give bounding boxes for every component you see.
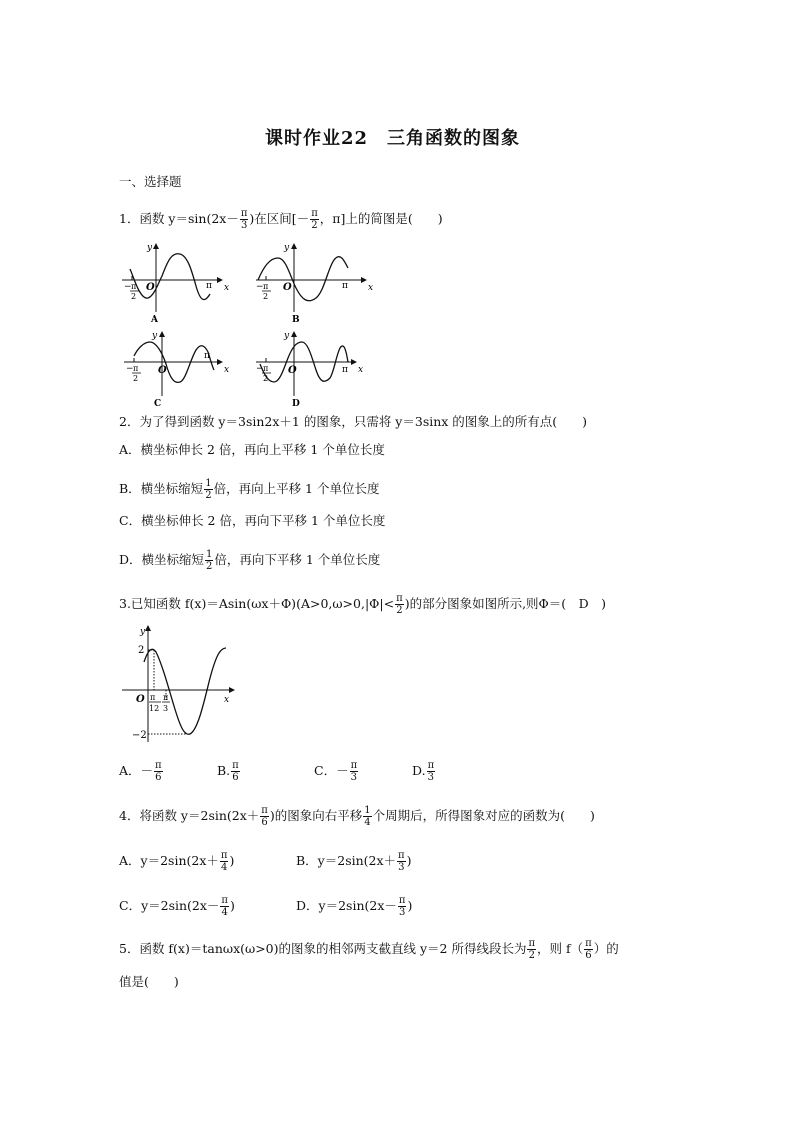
question-2-option-d: D．横坐标缩短 $\frac{1}{2}$ 倍，再向下平移 1 个单位长度	[119, 549, 381, 572]
fraction: $\frac{\pi}{3}$	[398, 850, 405, 873]
svg-text:−: −	[124, 282, 132, 292]
svg-text:−: −	[126, 364, 134, 374]
question-3-option-a: A．－ $\frac{\pi}{6}$	[119, 760, 162, 783]
fraction: $\frac{\pi}{3}$	[427, 760, 435, 783]
tick-label: π	[342, 365, 348, 375]
origin-label: O	[283, 282, 292, 293]
origin-label: O	[146, 282, 155, 293]
tick-label: π	[163, 693, 169, 702]
fraction: $\frac{\pi}{3}$	[350, 760, 358, 783]
axis-label: y	[140, 627, 146, 637]
tick-label: π	[263, 282, 269, 291]
question-4-option-c: C．y＝2sin(2x－ $\frac{\pi}{4}$ )	[119, 895, 235, 918]
tick-label: 2	[263, 292, 269, 301]
question-2-stem: 2．为了得到函数 y＝3sin2x＋1 的图象，只需将 y＝3sinx 的图象上的所有点( )	[119, 414, 588, 429]
graph-d	[256, 331, 363, 409]
fraction: $\frac{\pi}{3}$	[240, 208, 248, 231]
question-3-option-d: D. $\frac{\pi}{3}$	[412, 760, 435, 783]
tick-label: π	[206, 281, 212, 291]
tick-label: π	[133, 364, 139, 373]
fraction: $\frac{\pi}{3}$	[398, 895, 406, 918]
axis-label: x	[224, 283, 230, 293]
origin-label: O	[288, 365, 297, 376]
axis-label: y	[147, 243, 153, 253]
fraction: $\frac{\pi}{4}$	[220, 850, 228, 873]
section-heading: 一、选择题	[119, 174, 182, 189]
svg-text:−: −	[256, 364, 264, 374]
tick-label: π	[342, 281, 348, 291]
question-4-option-b: B．y＝2sin(2x＋ $\frac{\pi}{3}$ )	[296, 850, 412, 873]
question-2-option-a: A．横坐标伸长 2 倍，再向上平移 1 个单位长度	[119, 442, 385, 457]
tick-label: 2	[133, 374, 139, 383]
axis-label: y	[284, 331, 290, 341]
question-3-stem: 3.已知函数 f(x)＝Asin(ωx＋Φ)(A>0,ω>0,|Φ|< $\frac{\pi}{2}$ )的部分图象如图所示,则Φ＝( D )	[119, 593, 607, 616]
fraction: $\frac{\pi}{6}$	[232, 760, 239, 783]
axis-label: x	[224, 365, 230, 375]
question-3-graph	[118, 622, 248, 747]
axis-label: x	[368, 283, 374, 293]
axis-label: y	[284, 243, 290, 253]
tick-label: 3	[163, 704, 169, 713]
tick-label: −2	[132, 730, 147, 741]
fraction: $\frac{\pi}{6}$	[585, 938, 592, 961]
tick-label: π	[150, 693, 156, 702]
fraction: $\frac{1}{4}$	[364, 805, 371, 828]
axis-label: x	[358, 365, 364, 375]
question-3-option-c: C．－ $\frac{\pi}{3}$	[314, 760, 358, 783]
graph-b	[256, 243, 373, 325]
svg-text:−: −	[256, 282, 264, 292]
tick-label: 2	[131, 292, 137, 301]
axis-label: x	[224, 695, 230, 705]
fraction: $\frac{\pi}{6}$	[261, 805, 268, 828]
axis-label: y	[152, 331, 158, 341]
question-2-option-b: B．横坐标缩短 $\frac{1}{2}$ 倍，再向上平移 1 个单位长度	[119, 478, 380, 501]
fraction: $\frac{\pi}{4}$	[221, 895, 228, 918]
option-label: B	[292, 315, 300, 325]
question-3-option-b: B. $\frac{\pi}{6}$	[217, 760, 239, 783]
option-label: C	[154, 399, 162, 409]
fraction: $\frac{1}{2}$	[206, 549, 213, 572]
fraction: $\frac{\pi}{6}$	[155, 760, 162, 783]
tick-label: π	[131, 282, 137, 291]
graph-c	[124, 331, 229, 409]
question-4-stem: 4．将函数 y＝2sin(2x＋ $\frac{\pi}{6}$ )的图象向右平移 $\frac{1}{4}$ 个周期后，所得图象对应的函数为( )	[119, 805, 595, 828]
question-5-stem: 5．函数 f(x)＝tanωx(ω>0)的图象的相邻两支截直线 y＝2 所得线段长为 $\frac{\pi}{2}$ ，则 f（ $\frac{\pi}{6}$ ）的	[119, 938, 619, 961]
tick-label: 12	[149, 704, 160, 713]
question-4-option-d: D．y＝2sin(2x－ $\frac{\pi}{3}$ )	[296, 895, 413, 918]
fraction: $\frac{\pi}{2}$	[311, 208, 318, 231]
question-4-option-a: A．y＝2sin(2x＋ $\frac{\pi}{4}$ )	[119, 850, 235, 873]
question-2-option-c: C．横坐标伸长 2 倍，再向下平移 1 个单位长度	[119, 513, 386, 528]
option-label: A	[151, 315, 158, 325]
question-5-stem-line2: 值是( )	[119, 974, 179, 989]
graph-a	[122, 243, 229, 325]
page-title: 课时作业22 三角函数的图象	[265, 128, 521, 149]
origin-label: O	[136, 694, 145, 705]
question-1-graphs	[118, 240, 378, 410]
tick-label: π	[204, 351, 210, 361]
origin-label: O	[158, 365, 167, 376]
option-label: D	[292, 399, 300, 409]
fraction: $\frac{1}{2}$	[205, 478, 212, 501]
tick-label: 2	[263, 374, 269, 383]
tick-label: 2	[138, 645, 145, 656]
fraction: $\frac{\pi}{2}$	[528, 938, 536, 961]
question-1-stem: 1．函数 y＝sin(2x－ $\frac{\pi}{3}$ )在区间[－ $\frac{\pi}{2}$ ，π]上的简图是( )	[119, 208, 443, 231]
fraction: $\frac{\pi}{2}$	[396, 593, 403, 616]
tick-label: π	[263, 364, 269, 373]
